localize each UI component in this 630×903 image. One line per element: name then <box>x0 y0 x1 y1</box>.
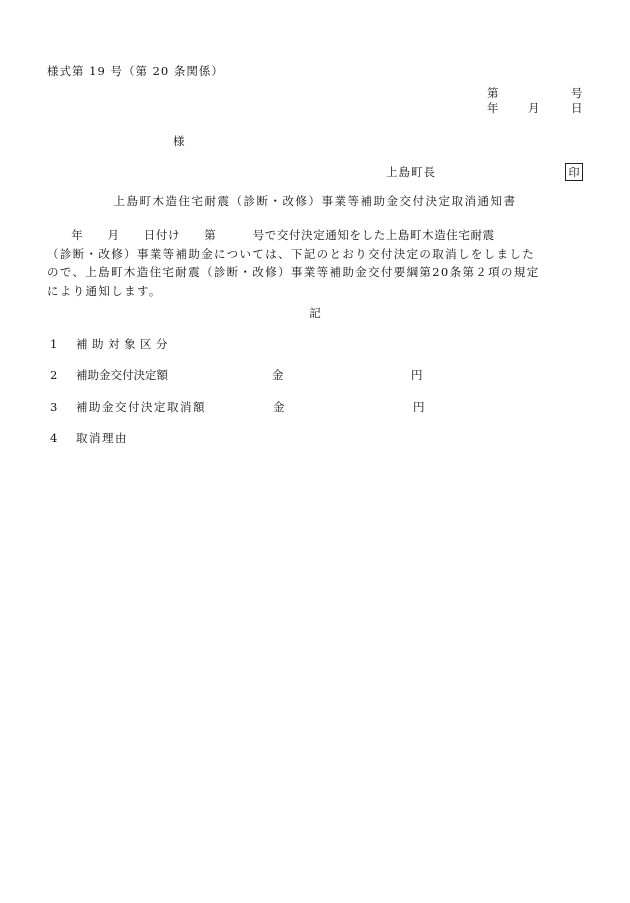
seal-mark: 印 <box>565 163 583 181</box>
amount-yen-label: 円 <box>413 400 425 414</box>
form-number: 様式第 19 号（第 20 条関係） <box>47 64 224 78</box>
amount-kin-label: 金 <box>273 400 285 414</box>
item-number: 1 <box>50 337 58 351</box>
amount-kin-label: 金 <box>272 368 284 382</box>
body-line: （診断・改修）事業等補助金については、下記のとおり交付決定の取消しをしました <box>47 246 536 261</box>
issuer-name: 上島町長 <box>386 165 436 179</box>
doc-number-suffix: 号 <box>571 86 583 100</box>
body-line: により通知します。 <box>47 283 162 298</box>
body-line: ので、上島町木造住宅耐震（診断・改修）事業等補助金交付要綱第20条第２項の規定 <box>47 265 540 279</box>
date-day: 日 <box>571 101 583 115</box>
amount-yen-label: 円 <box>411 368 423 382</box>
item-label-subsidy-category: 補助対象区分 <box>76 337 172 351</box>
body-paragraph <box>47 226 587 300</box>
item-number: 3 <box>50 400 58 414</box>
item-label-cancellation-reason: 取消理由 <box>76 431 128 445</box>
date-month: 月 <box>528 101 540 115</box>
date-year: 年 <box>487 101 499 115</box>
document-title: 上島町木造住宅耐震（診断・改修）事業等補助金交付決定取消通知書 <box>113 194 517 208</box>
doc-number-prefix: 第 <box>487 86 499 100</box>
item-number: 2 <box>50 368 58 382</box>
body-line: 年 月 日付け 第 号で交付決定通知をした上島町木造住宅耐震 <box>47 228 495 242</box>
ki-heading: 記 <box>309 306 321 320</box>
item-label-cancelled-amount: 補助金交付決定取消額 <box>76 400 206 414</box>
item-label-decision-amount: 補助金交付決定額 <box>76 368 168 382</box>
recipient-honorific: 様 <box>173 134 185 148</box>
item-number: 4 <box>50 431 58 445</box>
